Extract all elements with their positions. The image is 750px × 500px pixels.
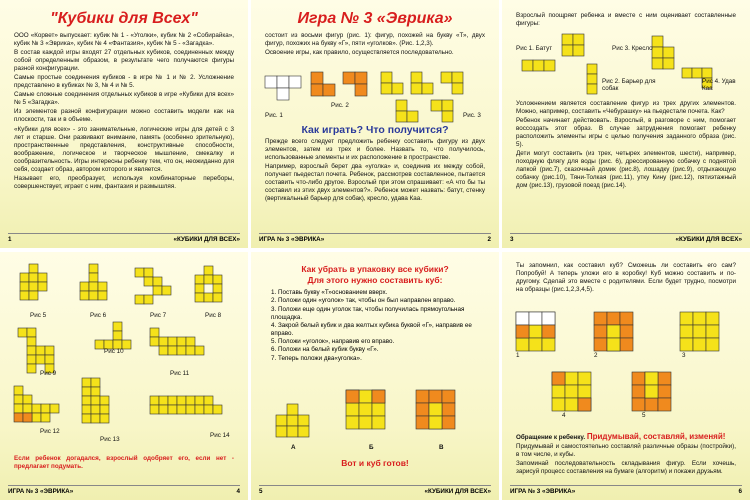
cube-cell	[429, 403, 442, 416]
barrier-figure	[587, 64, 597, 94]
cube-cell	[442, 390, 455, 403]
cube-cell	[91, 378, 100, 387]
cube-cell	[186, 405, 195, 414]
page-1-text	[0, 32, 248, 191]
cube-cell	[27, 355, 36, 364]
cube-cell	[41, 413, 50, 422]
cube-cell	[144, 277, 153, 286]
cube-cell	[177, 346, 186, 355]
cube-cell	[144, 268, 153, 277]
cube-cell	[213, 293, 222, 302]
cube-cell	[91, 414, 100, 423]
cube-cell	[706, 338, 719, 351]
cube-cell	[168, 396, 177, 405]
cube-cell	[20, 291, 29, 300]
cube-cell	[645, 398, 658, 411]
cube-cell	[14, 413, 23, 422]
cube-cell	[607, 312, 620, 325]
cube-cell	[298, 426, 309, 437]
fig-label: Рис 3. Кресло	[612, 45, 653, 52]
cube-cell	[91, 387, 100, 396]
cube-cell	[38, 273, 47, 282]
cube-cell	[416, 403, 429, 416]
cube-cell	[159, 346, 168, 355]
fig-label: 3	[682, 352, 686, 359]
cube-cell	[552, 372, 565, 385]
cube-cell	[632, 385, 645, 398]
cube-cell	[29, 282, 38, 291]
paragraph: Например, взрослый берет два «уголка» и, соединив их между собой, получает пьедестал почета. Ребенок, рассмотрев составленное, пытается составить что-либо другое. Взрослый при этом спрашивает: «А что бы ты составил из этих двух элементов?». Ребенок может назвать: батут, стенку (вертикальный барьер для собак), кресло, удава Каа.	[265, 163, 485, 203]
cube-cell	[213, 275, 222, 284]
page-4-footer	[8, 485, 240, 495]
cube-cell	[195, 405, 204, 414]
cube-done-text: Вот и куб готов!	[341, 458, 409, 468]
footer-title: ИГРА № 3 «ЭВРИКА»	[8, 488, 74, 495]
paragraph: Ребенок начинает действовать. Взрослый, в разговоре с ним, помогает воссоздать этот образ. В случае затруднения помогает ребенку расположить элементы игры с целью получения заданного образа (рис. 5).	[516, 117, 736, 149]
page-number: 5	[259, 488, 263, 495]
paragraph: Придумывай и самостоятельно составляй различные образы (постройки), в том числе, и кубы.	[516, 443, 736, 459]
cube-cell	[529, 338, 542, 351]
cube-cell	[287, 404, 298, 415]
cube-cell	[89, 273, 98, 282]
cube-cell	[298, 415, 309, 426]
cube-cell	[153, 277, 162, 286]
cube-cell	[429, 390, 442, 403]
fig-label: Рис 13	[100, 436, 120, 443]
cube-cell	[359, 403, 372, 416]
cube-cell	[645, 372, 658, 385]
cube-cell	[186, 396, 195, 405]
cube-cell	[150, 328, 159, 337]
cube-cell	[529, 325, 542, 338]
cube-cell	[680, 338, 693, 351]
page-1-footer	[8, 233, 240, 243]
cube-variants-figures	[502, 310, 750, 430]
cube-cell	[27, 364, 36, 373]
paragraph: Самые сложные соединения отдельных кубиков в игре «Кубики для всех» № 5 «Загадка».	[14, 91, 234, 107]
cube-cell	[29, 273, 38, 282]
fig-label: Б	[369, 444, 374, 451]
cube-cell	[706, 312, 719, 325]
fig-label: А	[291, 444, 296, 451]
paragraph: Дети могут составить (из трех, четырех элементов, шести), например, походную флягу для воды (рис. 6), дрессированную собачку с поднятой лапкой (рис.7), сказочный домик (рис.8), лошадку (рис.9), отдыхающую собачку (рис.10), Тяни-Толкая (рис.11), утку Кину (рис.12), пятиэтажный дом (рис.13), грузовой поезд (рис.14).	[516, 150, 736, 190]
cube-cell	[416, 416, 429, 429]
cube-cell	[372, 403, 385, 416]
cube-cell	[658, 385, 671, 398]
cube-cell	[80, 282, 89, 291]
cube-cell	[680, 312, 693, 325]
list-item: 1. Поставь букву «Т»основанием вверх.	[271, 289, 388, 297]
cube-cell	[213, 284, 222, 293]
fig-label: Рис 2. Барьер для собак	[602, 78, 656, 92]
cube-cell	[14, 404, 23, 413]
cube-cell	[204, 275, 213, 284]
cube-cell	[287, 426, 298, 437]
cube-cell	[150, 337, 159, 346]
cube-cell	[693, 312, 706, 325]
cube-cell	[516, 312, 529, 325]
cube-cell	[159, 396, 168, 405]
cube-cell	[552, 385, 565, 398]
page-number: 1	[8, 236, 12, 243]
page-3-text	[502, 100, 750, 192]
page-3-footer	[510, 233, 742, 243]
appeal-label: Обращение к ребенку.	[516, 434, 586, 441]
footer-title: ИГРА № 3 «ЭВРИКА»	[259, 236, 325, 243]
page-5-footer	[259, 485, 491, 495]
page-2-footer	[259, 233, 491, 243]
paragraph: «Кубики для всех» - это занимательные, логические игры для детей с 3 лет и старше. Они развивают внимание, память (особенно зрительную), пространственные представления, конструктивные способности, воображение, логическое и творческое мышление, смекалку и сообразительность. Игры интересны ребенку тем, что он, неожиданно для себя, создает образ, автором которого и является.	[14, 125, 234, 173]
page-6-footer	[510, 485, 742, 495]
cube-cell	[372, 390, 385, 403]
cube-cell	[89, 282, 98, 291]
cube-cell	[372, 416, 385, 429]
paragraph: Называет его, преобразует, используя комбинаторные переборы, совершенствует, играет с ним, фантазия и размышляя.	[14, 174, 234, 190]
fig-label: Рис 5	[30, 312, 47, 319]
page-5-title-1: Как убрать в упаковку все кубики?	[301, 264, 449, 274]
cube-cell	[565, 372, 578, 385]
cube-cell	[89, 264, 98, 273]
page-6-intro	[502, 262, 750, 294]
cube-cell	[144, 295, 153, 304]
page-2-title: Игра № 3 «Эврика»	[297, 10, 453, 27]
page-number: 6	[738, 488, 742, 495]
cube-cell	[542, 338, 555, 351]
fig-label: 4	[562, 412, 566, 419]
fig-label: 5	[642, 412, 646, 419]
cube-cell	[578, 372, 591, 385]
cube-cell	[29, 291, 38, 300]
cube-cell	[50, 404, 59, 413]
cube-cell	[32, 413, 41, 422]
list-item: 4. Закрой белый кубик и два желтых кубика буквой «Г», направив ее вправо.	[271, 321, 472, 338]
assembly-steps	[251, 289, 499, 363]
cube-cell	[135, 268, 144, 277]
cube-cell	[680, 325, 693, 338]
fig-label: Рис. 1	[265, 112, 283, 119]
cube-cell	[565, 385, 578, 398]
cube-cell	[195, 275, 204, 284]
list-item: 7. Теперь положи два«уголка».	[271, 354, 362, 362]
cube-cell	[594, 325, 607, 338]
cube-cell	[645, 385, 658, 398]
cube-cell	[82, 405, 91, 414]
cube-cell	[632, 372, 645, 385]
paragraph: Самые простые соединения кубиков - в игре № 1 и № 2. Усложнение представлено в кубиках № 3, № 4 и № 5.	[14, 74, 234, 90]
cube-cell	[82, 378, 91, 387]
cube-cell	[82, 414, 91, 423]
cube-cell	[346, 390, 359, 403]
cube-cell	[32, 404, 41, 413]
fig-label: Рис 6	[90, 312, 107, 319]
page-5-title-2: Для этого нужно составить куб:	[307, 274, 443, 285]
page-6-text	[502, 432, 750, 477]
cube-cell	[276, 415, 287, 426]
footer-title: «КУБИКИ ДЛЯ ВСЕХ»	[675, 236, 742, 243]
cube-cell	[23, 413, 32, 422]
cube-cell	[177, 396, 186, 405]
cube-cell	[658, 398, 671, 411]
cube-cell	[38, 282, 47, 291]
cube-cell	[14, 395, 23, 404]
cube-cell	[150, 405, 159, 414]
cube-cell	[27, 337, 36, 346]
cube-cell	[177, 337, 186, 346]
cube-cell	[27, 346, 36, 355]
cube-cell	[346, 403, 359, 416]
cube-cell	[359, 390, 372, 403]
cube-cell	[204, 266, 213, 275]
cube-cell	[529, 312, 542, 325]
cube-cell	[204, 396, 213, 405]
cube-cell	[162, 286, 171, 295]
paragraph: Из элементов разной конфигурации можно составить модели как на плоскости, так и в объеме.	[14, 108, 234, 124]
cube-cell	[213, 405, 222, 414]
cube-cell	[620, 325, 633, 338]
fig-label: Рис. 3	[463, 112, 481, 119]
fig-label: 2	[594, 352, 598, 359]
cube-cell	[159, 405, 168, 414]
cube-cell	[195, 346, 204, 355]
cube-cell	[594, 312, 607, 325]
cube-cell	[29, 264, 38, 273]
cube-cell	[516, 338, 529, 351]
cube-cell	[45, 355, 54, 364]
cube-cell	[41, 404, 50, 413]
cube-cell	[429, 416, 442, 429]
cube-cell	[195, 284, 204, 293]
page-4-note: Если ребенок догадался, взрослый одобряет его, если нет - предлагает подумать.	[14, 455, 234, 471]
cube-cell	[100, 405, 109, 414]
fig-label: 1	[516, 352, 520, 359]
cube-cell	[82, 387, 91, 396]
cube-cell	[359, 416, 372, 429]
cube-cell	[150, 396, 159, 405]
cube-cell	[98, 282, 107, 291]
page-number: 2	[487, 236, 491, 243]
page-3	[502, 0, 750, 248]
page-2-subtitle: Как играть? Что получится?	[301, 124, 449, 136]
cube-cell	[552, 398, 565, 411]
page-5	[251, 252, 499, 500]
paragraph: Усложнением является составление фигур из трех других элементов. Можно, например, составить «Чебурашку» на пьедестале почета. Как?	[516, 100, 736, 116]
cube-cell	[168, 405, 177, 414]
fig-label: Рис 11	[170, 370, 190, 377]
cube-cell	[45, 346, 54, 355]
fig-label: В	[439, 444, 444, 451]
cube-cell	[91, 405, 100, 414]
batut-figure	[522, 34, 584, 71]
paragraph: Освоение игры, как правило, осуществляется последовательно.	[265, 49, 454, 57]
paragraph: Запоминай последовательность складывания фигур. Если хочешь, зарисуй процесс составления на бумаге (алгоритм) и покажи друзьям.	[516, 460, 736, 476]
list-item: 5. Положи «уголок», направив его вправо.	[271, 338, 395, 346]
fig-label: Рис 14	[210, 432, 230, 439]
cube-cell	[416, 390, 429, 403]
cube-cell	[195, 396, 204, 405]
cube-cell	[95, 340, 104, 349]
fig-label: Рис 7	[150, 312, 167, 319]
paragraph: состоит из восьми фигур (рис. 1): фигур, похожей на букву «Т», двух фигур, похожих на букву «Г», пяти «уголков». (Рис. 1,2,3).	[265, 32, 485, 48]
cube-cell	[36, 346, 45, 355]
appeal-text: Придумывай, составляй, изменяй!	[586, 432, 726, 441]
page-number: 3	[510, 236, 514, 243]
page-2-text	[251, 138, 499, 203]
paragraph: Прежде всего следует предложить ребенку составить фигуру из двух элементов, затем из трех и более. Назвать то, что получилось, использованные элементы и их расположение в пространстве.	[265, 138, 485, 162]
paragraph: ООО «Корвет» выпускает: кубик № 1 - «Уголки», кубик № 2 «Собирайка», кубик № 3 «Эврика», кубик № 4 «Фантазия», кубик № 5 - «Загадка».	[14, 32, 234, 48]
cube-cell	[113, 322, 122, 331]
cube-cell	[27, 328, 36, 337]
cube-cell	[632, 398, 645, 411]
list-item: 2. Положи один «уголок» так, чтобы он был направлен вправо.	[271, 297, 456, 305]
cube-cell	[204, 405, 213, 414]
cube-cell	[159, 337, 168, 346]
footer-title: ИГРА № 3 «ЭВРИКА»	[510, 488, 576, 495]
fig-label: Рис 1. Батут	[516, 45, 553, 52]
cube-cell	[168, 337, 177, 346]
cube-cell	[693, 338, 706, 351]
fig-label: Рис 10	[104, 348, 124, 355]
page-1	[0, 0, 248, 248]
cube-cell	[186, 346, 195, 355]
cube-cell	[287, 415, 298, 426]
paragraph: Взрослый поощряет ребенка и вместе с ним оценивает составленные фигуры:	[516, 12, 736, 28]
fig-label: Рис 12	[40, 428, 60, 435]
fig-label: Рис. 2	[331, 102, 349, 109]
cube-cell	[18, 328, 27, 337]
cube-cell	[578, 385, 591, 398]
page-2-intro	[251, 32, 499, 57]
cube-cell	[442, 403, 455, 416]
figure-2-pieces	[311, 72, 367, 96]
cube-cell	[98, 291, 107, 300]
cube-cell	[113, 331, 122, 340]
page-3-intro	[502, 12, 750, 28]
cube-cell	[23, 404, 32, 413]
cube-cell	[620, 312, 633, 325]
cube-cell	[20, 273, 29, 282]
cube-cell	[578, 398, 591, 411]
cube-cell	[80, 291, 89, 300]
fig-label: Рис 9	[40, 370, 57, 377]
cube-cell	[195, 293, 204, 302]
page-6	[502, 252, 750, 500]
figures-5-14	[0, 256, 248, 456]
cube-assembly-figures	[251, 382, 499, 452]
cube-cell	[607, 325, 620, 338]
cube-cell	[594, 338, 607, 351]
cube-cell	[276, 426, 287, 437]
cube-cell	[100, 414, 109, 423]
page-2	[251, 0, 499, 248]
cube-cell	[14, 386, 23, 395]
cube-cell	[89, 291, 98, 300]
cube-cell	[607, 338, 620, 351]
figure-3-pieces	[381, 72, 463, 122]
cube-cell	[565, 398, 578, 411]
cube-cell	[91, 396, 100, 405]
cube-cell	[135, 295, 144, 304]
list-item: 6. Положи на белый кубик букву «Г».	[271, 346, 379, 354]
page-4	[0, 252, 248, 500]
footer-title: «КУБИКИ ДЛЯ ВСЕХ»	[173, 236, 240, 243]
page-number: 4	[236, 488, 240, 495]
cube-cell	[177, 405, 186, 414]
page-1-title: "Кубики для Всех"	[50, 10, 198, 27]
list-item: 3. Положи еще один уголок так, чтобы получилась прямоугольная площадка.	[271, 305, 465, 321]
cube-cell	[153, 286, 162, 295]
cube-cell	[20, 282, 29, 291]
fig-label: Рис 4. Удав Каа	[702, 78, 736, 92]
cube-cell	[542, 325, 555, 338]
cube-cell	[100, 396, 109, 405]
figure-1-pieces	[265, 76, 301, 100]
kreslo-figure	[652, 36, 674, 69]
cube-cell	[542, 312, 555, 325]
cube-cell	[168, 346, 177, 355]
cube-cell	[706, 325, 719, 338]
cube-cell	[204, 293, 213, 302]
cube-cell	[442, 416, 455, 429]
cube-cell	[23, 395, 32, 404]
cube-cell	[36, 355, 45, 364]
cube-cell	[620, 338, 633, 351]
cube-cell	[346, 416, 359, 429]
fig-label: Рис 8	[205, 312, 222, 319]
paragraph: Ты запомнил, как составил куб? Сможешь ли составить его сам? Попробуй! А теперь уложи его в коробку! Куб можно составить и по-другому. Сделай это вместе с родителями. Если будет трудно, посмотри на образцы (рис.1,2,3,4,5).	[516, 262, 736, 294]
cube-cell	[693, 325, 706, 338]
cube-cell	[658, 372, 671, 385]
cube-cell	[186, 337, 195, 346]
footer-title: «КУБИКИ ДЛЯ ВСЕХ»	[424, 488, 491, 495]
paragraph: В состав каждой игры входят 27 отдельных кубиков, соединенных между собой определенным образом, в результате чего получаются фигуры разной конфигурации.	[14, 49, 234, 73]
figures-1-3	[251, 66, 499, 126]
cube-cell	[82, 396, 91, 405]
cube-cell	[516, 325, 529, 338]
